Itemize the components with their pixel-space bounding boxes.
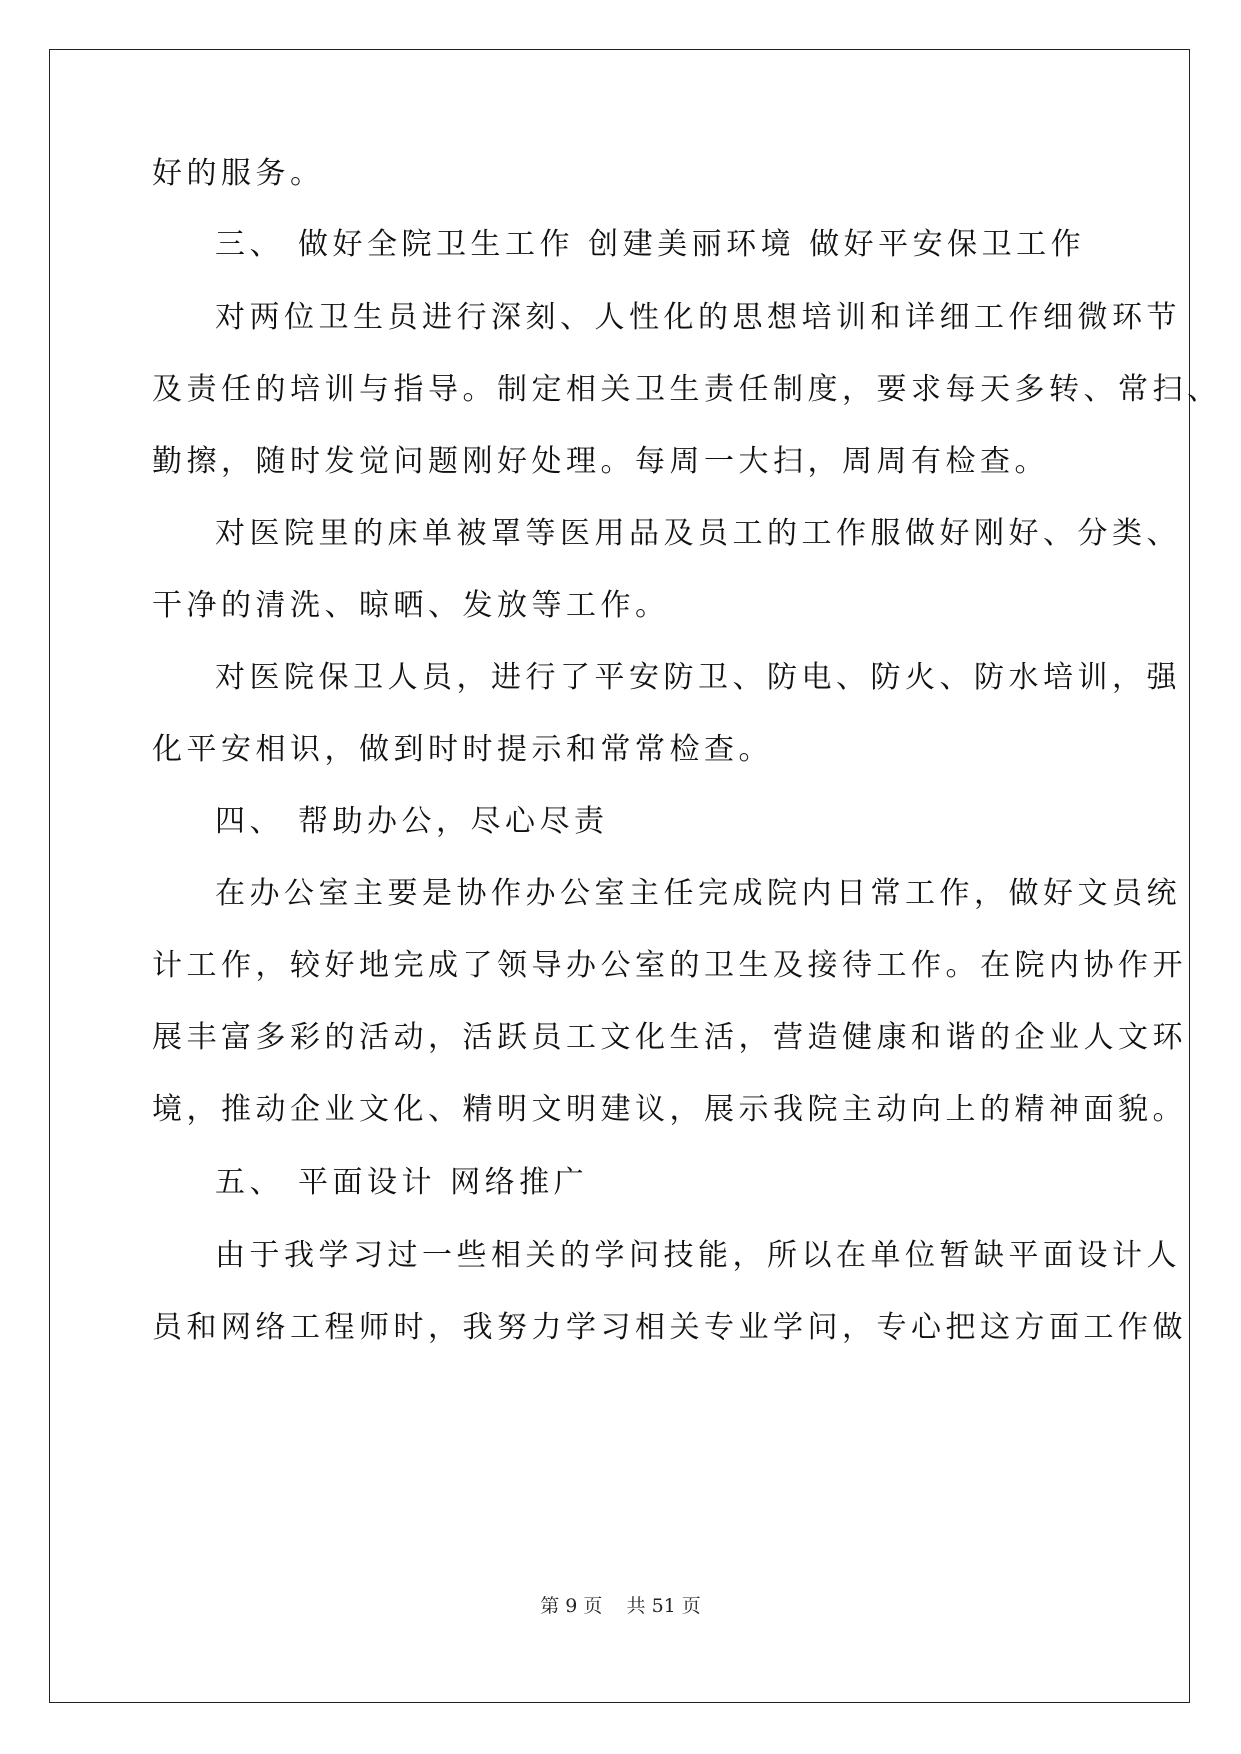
paragraph-line: 员和网络工程师时，我努力学习相关专业学问，专心把这方面工作做 <box>152 1310 1187 1345</box>
paragraph-line: 对医院保卫人员，进行了平安防卫、防电、防火、防水培训，强 <box>215 660 1181 695</box>
page-footer <box>0 1594 1241 1618</box>
paragraph-line: 计工作，较好地完成了领导办公室的卫生及接待工作。在院内协作开 <box>152 948 1187 983</box>
section-heading: 四、 帮助办公，尽心尽责 <box>215 804 609 839</box>
section-heading: 五、 平面设计 网络推广 <box>215 1165 589 1200</box>
section-heading: 三、 做好全院卫生工作 创建美丽环境 做好平安保卫工作 <box>215 227 1086 262</box>
paragraph-line: 及责任的培训与指导。制定相关卫生责任制度，要求每天多转、常扫、 <box>152 372 1222 407</box>
paragraph-line: 勤擦，随时发觉问题刚好处理。每周一大扫，周周有检查。 <box>152 444 1049 479</box>
paragraph-line: 展丰富多彩的活动，活跃员工文化生活，营造健康和谐的企业人文环 <box>152 1020 1187 1055</box>
paragraph-line: 境，推动企业文化、精明文明建议，展示我院主动向上的精神面貌。 <box>152 1092 1187 1127</box>
text-line: 好的服务。 <box>152 156 325 191</box>
paragraph-line: 干净的清洗、晾晒、发放等工作。 <box>152 588 670 623</box>
paragraph-line: 化平安相识，做到时时提示和常常检查。 <box>152 732 773 767</box>
page-number-label: 第 9 页 共 51 页 <box>540 1595 701 1617</box>
paragraph-line: 对医院里的床单被罩等医用品及员工的工作服做好刚好、分类、 <box>215 516 1181 551</box>
paragraph-line: 对两位卫生员进行深刻、人性化的思想培训和详细工作细微环节 <box>215 300 1181 335</box>
paragraph-line: 在办公室主要是协作办公室主任完成院内日常工作，做好文员统 <box>215 876 1181 911</box>
paragraph-line: 由于我学习过一些相关的学问技能，所以在单位暂缺平面设计人 <box>215 1238 1181 1273</box>
